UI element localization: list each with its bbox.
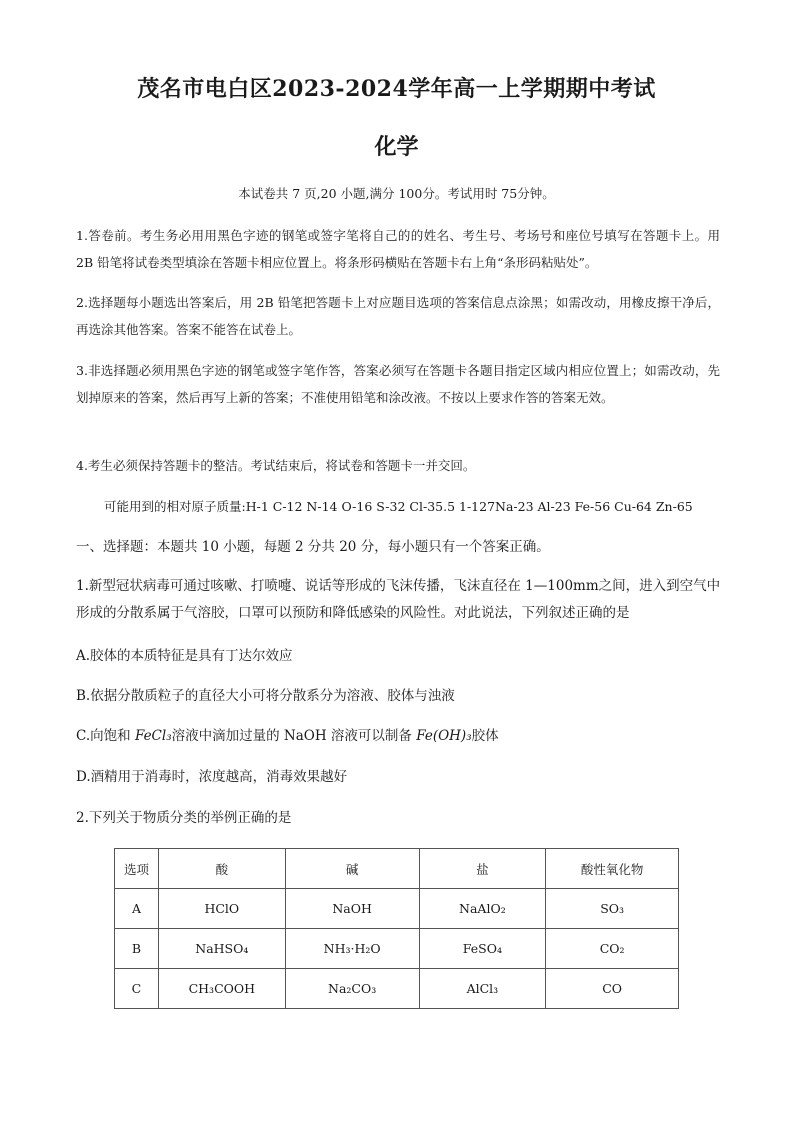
- table-cell: B: [115, 929, 159, 969]
- option-c-prefix: C.向饱和: [76, 728, 135, 744]
- table-cell: CO₂: [546, 929, 679, 969]
- header-acid: 酸: [158, 849, 285, 889]
- atomic-masses: 可能用到的相对原子质量:H-1 C-12 N-14 O-16 S-32 Cl-35.5 1-127Na-23 Al-23 Fe-56 Cu-64 Zn-65: [104, 499, 693, 514]
- table-cell: Na₂CO₃: [285, 969, 419, 1009]
- question-1-option-a: A.胶体的本质特征是具有丁达尔效应: [76, 648, 293, 664]
- table-cell: HClO: [158, 889, 285, 929]
- table-cell: C: [115, 969, 159, 1009]
- table-cell: SO₃: [546, 889, 679, 929]
- formula-fecl3: FeCl₃: [134, 728, 172, 744]
- header-acidic-oxide: 酸性氧化物: [546, 849, 679, 889]
- formula-feoh3: Fe(OH)₃: [416, 728, 472, 744]
- note-2: 2.选择题每小题选出答案后，用 2B 铅笔把答题卡上对应题目选项的答案信息点涂黑；如需改动，用橡皮擦干净后，再选涂其他答案。答案不能答在试卷上。: [76, 295, 720, 337]
- table-cell: A: [115, 889, 159, 929]
- exam-title: 茂名市电白区2023-2024学年高一上学期期中考试: [137, 76, 656, 102]
- table-row: [115, 889, 679, 929]
- question-1-option-b: B.依据分散质粒子的直径大小可将分散系分为溶液、胶体与浊液: [76, 688, 455, 704]
- table-cell: NH₃·H₂O: [285, 929, 419, 969]
- option-c-middle: 溶液中滴加过量的 NaOH 溶液可以制备: [171, 728, 417, 744]
- classification-table: [114, 848, 679, 1009]
- note-1: 1.答卷前。考生务必用用黑色字迹的钢笔或签字笔将自己的的姓名、考生号、考场号和座位号填写在答题卡上。用 2B 铅笔将试卷类型填涂在答题卡相应位置上。将条形码横贴在答题卡右上角“条形码粘贴处”。: [76, 228, 720, 270]
- table-cell: NaAlO₂: [419, 889, 546, 929]
- table-cell: NaHSO₄: [158, 929, 285, 969]
- note-4: 4.考生必须保持答题卡的整洁。考试结束后，将试卷和答题卡一并交回。: [76, 458, 476, 473]
- table-header-row: [115, 849, 679, 889]
- table-cell: CH₃COOH: [158, 969, 285, 1009]
- question-1-option-d: D.酒精用于消毒时，浓度越高，消毒效果越好: [76, 769, 348, 785]
- note-3: 3.非选择题必须用黑色字迹的钢笔或签字笔作答，答案必须写在答题卡各题目指定区域内相应位置上；如需改动，先划掉原来的答案，然后再写上新的答案；不准使用铅笔和涂改液。不按以上要求作答的答案无效。: [76, 363, 720, 405]
- header-option: 选项: [115, 849, 159, 889]
- table-row: [115, 969, 679, 1009]
- exam-info: 本试卷共 7 页,20 小题,满分 100分。考试用时 75分钟。: [238, 186, 555, 201]
- question-2-stem: 2.下列关于物质分类的举例正确的是: [76, 810, 292, 826]
- question-1-option-c: [76, 726, 726, 746]
- subject-title: 化学: [374, 134, 419, 160]
- option-c-suffix: 胶体: [471, 728, 499, 744]
- header-base: 碱: [285, 849, 419, 889]
- table-cell: NaOH: [285, 889, 419, 929]
- table-row: [115, 929, 679, 969]
- question-1-stem: 1.新型冠状病毒可通过咳嗽、打喷嚏、说话等形成的飞沫传播，飞沫直径在 1—100mm之间，进入到空气中形成的分散系属于气溶胶，口罩可以预防和降低感染的风险性。对此说法，下列叙述正确的是: [76, 578, 721, 621]
- header-salt: 盐: [419, 849, 546, 889]
- table-cell: FeSO₄: [419, 929, 546, 969]
- table-cell: CO: [546, 969, 679, 1009]
- table-cell: AlCl₃: [419, 969, 546, 1009]
- section-heading: 一、选择题：本题共 10 小题，每题 2 分共 20 分，每小题只有一个答案正确。: [76, 539, 550, 555]
